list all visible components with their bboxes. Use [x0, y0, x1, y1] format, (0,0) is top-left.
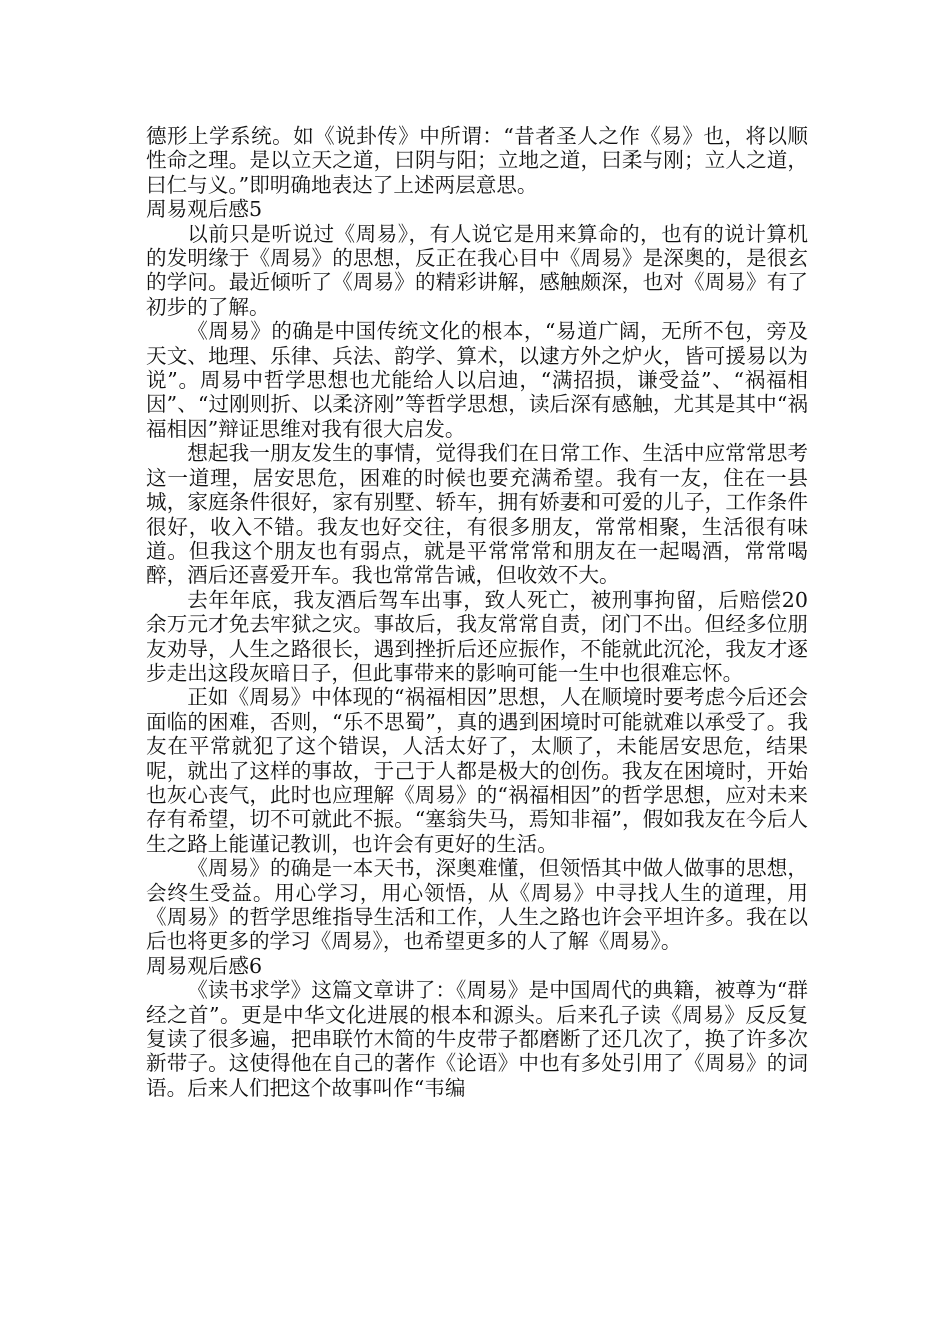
document-page: [146, 124, 808, 1100]
paragraph: 去年年底，我友酒后驾车出事，致人死亡，被刑事拘留，后赔偿20余万元才免去牢狱之灾。事故后，我友常常自责，闭门不出。但经多位朋友劝导，人生之路很长，遇到挫折后还应振作，不能就此沉沦，我友才逐步走出这段灰暗日子，但此事带来的影响可能一生中也很难忘怀。: [146, 587, 808, 685]
section-heading-6: 周易观后感6: [146, 953, 263, 978]
paragraph-continuation: 德形上学系统。如《说卦传》中所谓：“昔者圣人之作《易》也，将以顺性命之理。是以立天之道，曰阴与阳；立地之道，曰柔与刚；立人之道，曰仁与义。”即明确地表达了上述两层意思。: [146, 124, 808, 197]
section-heading-5: 周易观后感5: [146, 197, 263, 222]
paragraph: 以前只是听说过《周易》，有人说它是用来算命的，也有的说计算机的发明缘于《周易》的思想，反正在我心目中《周易》是深奥的，是很玄的学问。最近倾听了《周易》的精彩讲解，感触颇深，也对《周易》有了初步的了解。: [146, 221, 808, 319]
paragraph: 《周易》的确是中国传统文化的根本，“易道广阔，无所不包，旁及天文、地理、乐律、兵法、韵学、算术，以逮方外之炉火，皆可援易以为说”。周易中哲学思想也尤能给人以启迪，“满招损，谦受益”、“祸福相因”、“过刚则折、以柔济刚”等哲学思想，读后深有感触，尤其是其中“祸福相因”辩证思维对我有很大启发。: [146, 319, 808, 441]
paragraph: 正如《周易》中体现的“祸福相因”思想，人在顺境时要考虑今后还会面临的困难，否则，“乐不思蜀”，真的遇到困境时可能就难以承受了。我友在平常就犯了这个错误，人活太好了，太顺了，未能居安思危，结果呢，就出了这样的事故，于己于人都是极大的创伤。我友在困境时，开始也灰心丧气，此时也应理解《周易》的“祸福相因”的哲学思想，应对未来存有希望，切不可就此不振。“塞翁失马，焉知非福”，假如我友在今后人生之路上能谨记教训，也许会有更好的生活。: [146, 685, 808, 856]
paragraph: 想起我一朋友发生的事情，觉得我们在日常工作、生活中应常常思考这一道理，居安思危，困难的时候也要充满希望。我有一友，住在一县城，家庭条件很好，家有别墅、轿车，拥有娇妻和可爱的儿子，工作条件很好，收入不错。我友也好交往，有很多朋友，常常相聚，生活很有味道。但我这个朋友也有弱点，就是平常常常和朋友在一起喝酒，常常喝醉，酒后还喜爱开车。我也常常告诫，但收效不大。: [146, 441, 808, 588]
paragraph: 《周易》的确是一本天书，深奥难懂，但领悟其中做人做事的思想，会终生受益。用心学习，用心领悟，从《周易》中寻找人生的道理，用《周易》的哲学思维指导生活和工作，人生之路也许会平坦许多。我在以后也将更多的学习《周易》，也希望更多的人了解《周易》。: [146, 856, 808, 954]
paragraph: 《读书求学》这篇文章讲了：《周易》是中国周代的典籍，被尊为“群经之首”。更是中华文化进展的根本和源头。后来孔子读《周易》反反复复读了很多遍，把串联竹木简的牛皮带子都磨断了还几次了，换了许多次新带子。这使得他在自己的著作《论语》中也有多处引用了《周易》的词语。后来人们把这个故事叫作“韦编: [146, 978, 808, 1100]
